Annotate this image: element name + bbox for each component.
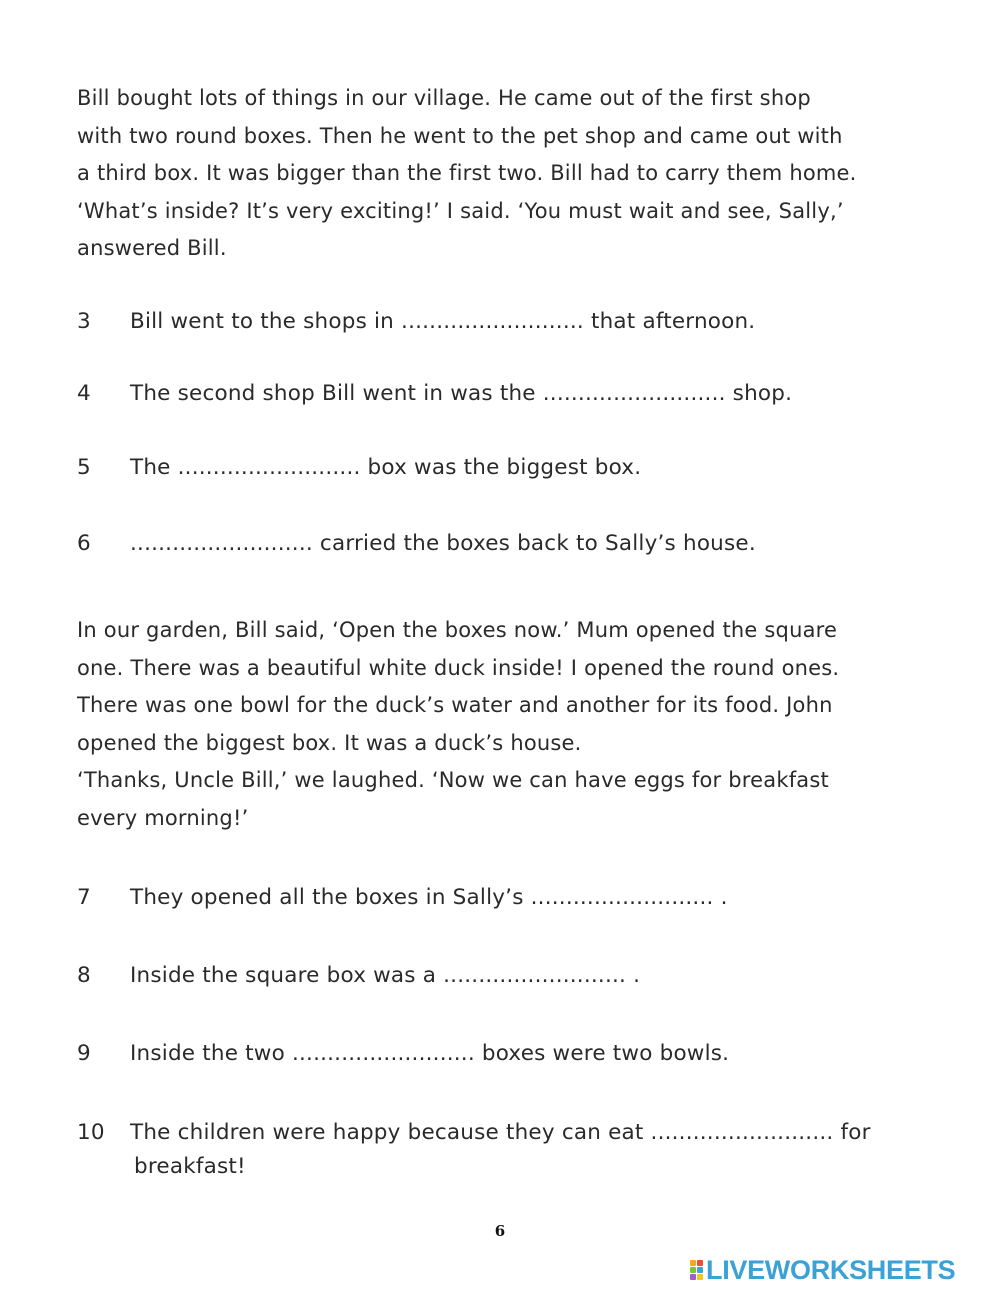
liveworksheets-logo (690, 1255, 955, 1285)
story-line: every morning!’ (77, 805, 249, 830)
question-number: 3 (77, 309, 91, 334)
question-number: 10 (77, 1120, 105, 1145)
story-line: one. There was a beautiful white duck inside! I opened the round ones. (77, 655, 840, 680)
story-line: ‘What’s inside? It’s very exciting!’ I said. ‘You must wait and see, Sally,’ (77, 198, 844, 223)
logo-blocks-icon (690, 1260, 703, 1280)
question-9 (77, 1037, 957, 1071)
story-paragraph-1 (77, 80, 937, 268)
question-text: The second shop Bill went in was the .......................... shop. (130, 381, 793, 406)
question-number: 9 (77, 1041, 91, 1066)
question-10 (77, 1116, 957, 1184)
question-text: Inside the square box was a .......................... . (130, 963, 641, 988)
question-number: 8 (77, 963, 91, 988)
question-number: 7 (77, 885, 91, 910)
question-text: Inside the two .......................... boxes were two bowls. (130, 1041, 730, 1066)
question-number: 4 (77, 381, 91, 406)
question-text: Bill went to the shops in .......................... that afternoon. (130, 309, 756, 334)
story-line: In our garden, Bill said, ‘Open the boxes now.’ Mum opened the square (77, 618, 838, 642)
question-3 (77, 305, 957, 339)
brand-name: LIVEWORKSHEETS (706, 1254, 956, 1285)
story-line: opened the biggest box. It was a duck’s house. (77, 730, 582, 755)
question-number: 5 (77, 455, 91, 480)
question-text: They opened all the boxes in Sally’s .......................... . (130, 885, 728, 910)
question-6 (77, 527, 957, 561)
question-7 (77, 881, 957, 915)
question-5 (77, 451, 957, 485)
story-line: answered Bill. (77, 236, 227, 260)
story-line: a third box. It was bigger than the first two. Bill had to carry them home. (77, 161, 857, 185)
story-line: ‘Thanks, Uncle Bill,’ we laughed. ‘Now we can have eggs for breakfast (77, 768, 829, 792)
story-line: with two round boxes. Then he went to the pet shop and came out with (77, 123, 843, 148)
page-number: 6 (494, 1222, 506, 1240)
story-line: Bill bought lots of things in our village. He came out of the first shop (77, 86, 811, 110)
question-8 (77, 959, 957, 993)
question-text: The children were happy because they can eat .......................... for (130, 1120, 871, 1145)
story-line: There was one bowl for the duck’s water and another for its food. John (77, 693, 833, 717)
story-paragraph-2 (77, 612, 937, 837)
question-text: .......................... carried the boxes back to Sally’s house. (130, 531, 756, 556)
question-text: The .......................... box was the biggest box. (130, 455, 642, 480)
question-4 (77, 377, 957, 411)
question-continuation: breakfast! (134, 1154, 246, 1179)
question-number: 6 (77, 531, 91, 556)
